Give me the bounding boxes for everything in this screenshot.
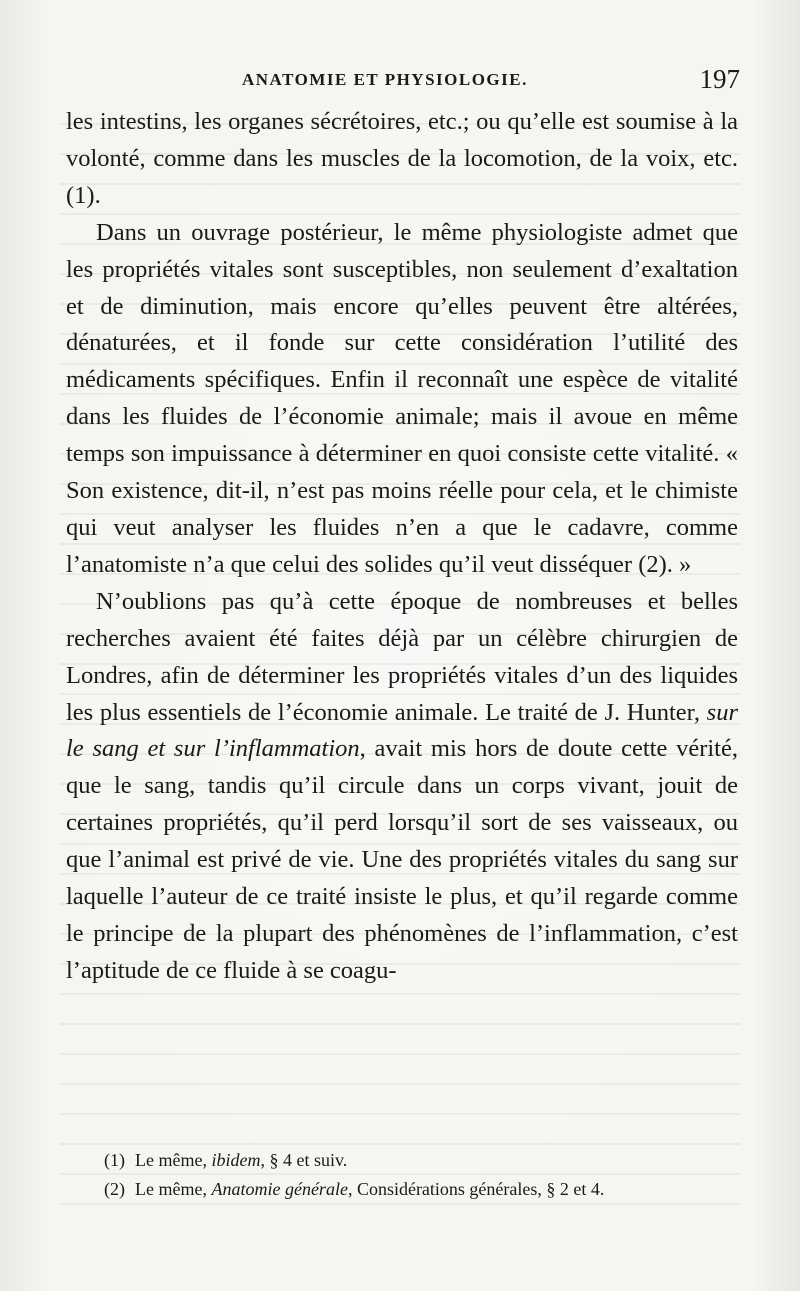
footnote-text: Le même,: [135, 1179, 212, 1199]
footnote-italic: ibidem: [211, 1150, 261, 1170]
page-header: [70, 62, 740, 102]
running-title: ANATOMIE ET PHYSIOLOGIE.: [242, 70, 528, 89]
paragraph-continued: les intestins, les organes sécrétoires, etc.; ou qu’elle est soumise à la volonté, comme dans les muscles de la locomotion, de la voix, etc. (1).: [66, 108, 738, 209]
page-number: 197: [699, 64, 740, 94]
footnote-text: , Considérations générales, § 2 et 4.: [347, 1179, 605, 1199]
footnote-number: (2): [104, 1179, 125, 1199]
footnotes: [104, 1146, 744, 1204]
footnote-number: (1): [104, 1150, 125, 1170]
footnote: [104, 1175, 744, 1204]
footnote-text: Le même,: [135, 1150, 212, 1170]
paragraph: Dans un ouvrage postérieur, le même physiologiste admet que les propriétés vitales sont susceptibles, non seulement d’exaltation et de diminution, mais encore qu’elles peuvent être altérées, dénaturées, et il fonde sur cette considération l’utilité des médicaments spécifiques. Enfin il reconnaît une espèce de vitalité dans les fluides de l’économie animale; mais il avoue en même temps son impuissance à déterminer en quoi consiste cette vitalité. « Son existence, dit-il, n’est pas moins réelle pour cela, et le chimiste qui veut analyser les fluides n’en a que le cadavre, comme l’anatomiste n’a que celui des solides qu’il veut disséquer (2). »: [66, 218, 738, 578]
body-text: [66, 104, 738, 990]
footnote-text: , § 4 et suiv.: [260, 1150, 348, 1170]
footnote-italic: Anatomie générale: [211, 1179, 348, 1199]
footnote: [104, 1146, 744, 1175]
paragraph-text: , avait mis hors de doute cette vérité, que le sang, tandis qu’il circule dans un corps vivant, jouit de certaines propriétés, qu’il perd lorsqu’il sort de ses vaisseaux, ou que l’animal est privé de vie. Une des propriétés vitales du sang sur laquelle l’auteur de ce traité insiste le plus, et qu’il regarde comme le principe de la plupart des phénomènes de l’inflammation, c’est l’aptitude de ce fluide à se coagu-: [66, 735, 738, 984]
paragraph: [66, 584, 738, 990]
italic-title: sur le sang et sur l’inflammation: [66, 698, 738, 763]
paragraph-text: N’oublions pas qu’à cette époque de nombreuses et belles recherches avaient été faites déjà par un célèbre chirurgien de Londres, afin de déterminer les propriétés vitales d’un des liquides les plus essentiels de l’économie animale. Le traité de J. Hunter,: [66, 587, 738, 726]
